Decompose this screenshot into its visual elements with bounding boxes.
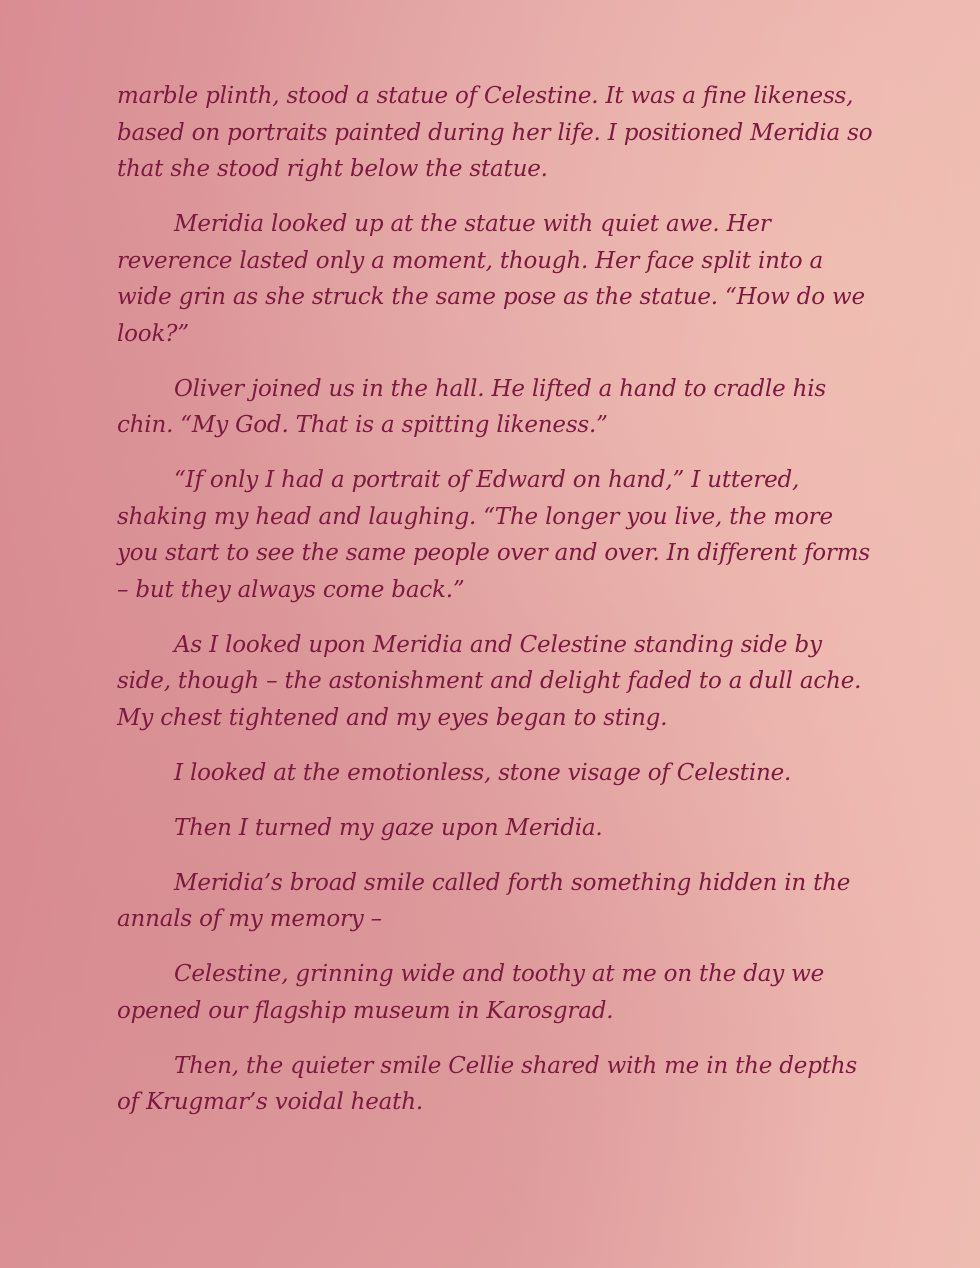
paragraph-2: Meridia looked up at the statue with quiet awe. Her reverence lasted only a moment, though. Her face split into a wide grin as she struck the same pose as the statue. “How do we look?” (117, 211, 865, 347)
paragraph-1: marble plinth, stood a statue of Celestine. It was a fine likeness, based on portraits painted during her life. I positioned Meridia so that she stood right below the statue. (117, 83, 873, 182)
paragraph-4: “If only I had a portrait of Edward on hand,” I uttered, shaking my head and laughing. “The longer you live, the more you start to see the same people over and over. In different forms – but they always come back.” (117, 467, 870, 603)
paragraph-9: Celestine, grinning wide and toothy at me on the day we opened our flagship museum in Karosgrad. (117, 961, 825, 1024)
paragraph-5: As I looked upon Meridia and Celestine standing side by side, though – the astonishment and delight faded to a dull ache. My chest tightened and my eyes began to sting. (117, 631, 862, 731)
paragraph-3: Oliver joined us in the hall. He lifted a hand to cradle his chin. “My God. That is a spitting likeness.” (117, 375, 826, 438)
paragraph-6: I looked at the emotionless, stone visage of Celestine. (174, 759, 792, 786)
paragraph-7: Then I turned my gaze upon Meridia. (174, 814, 603, 841)
page-text (117, 78, 877, 1139)
paragraph-8: Meridia’s broad smile called forth something hidden in the annals of my memory – (117, 869, 851, 932)
paragraph-10: Then, the quieter smile Cellie shared with me in the depths of Krugmar’s voidal heath. (117, 1052, 857, 1115)
